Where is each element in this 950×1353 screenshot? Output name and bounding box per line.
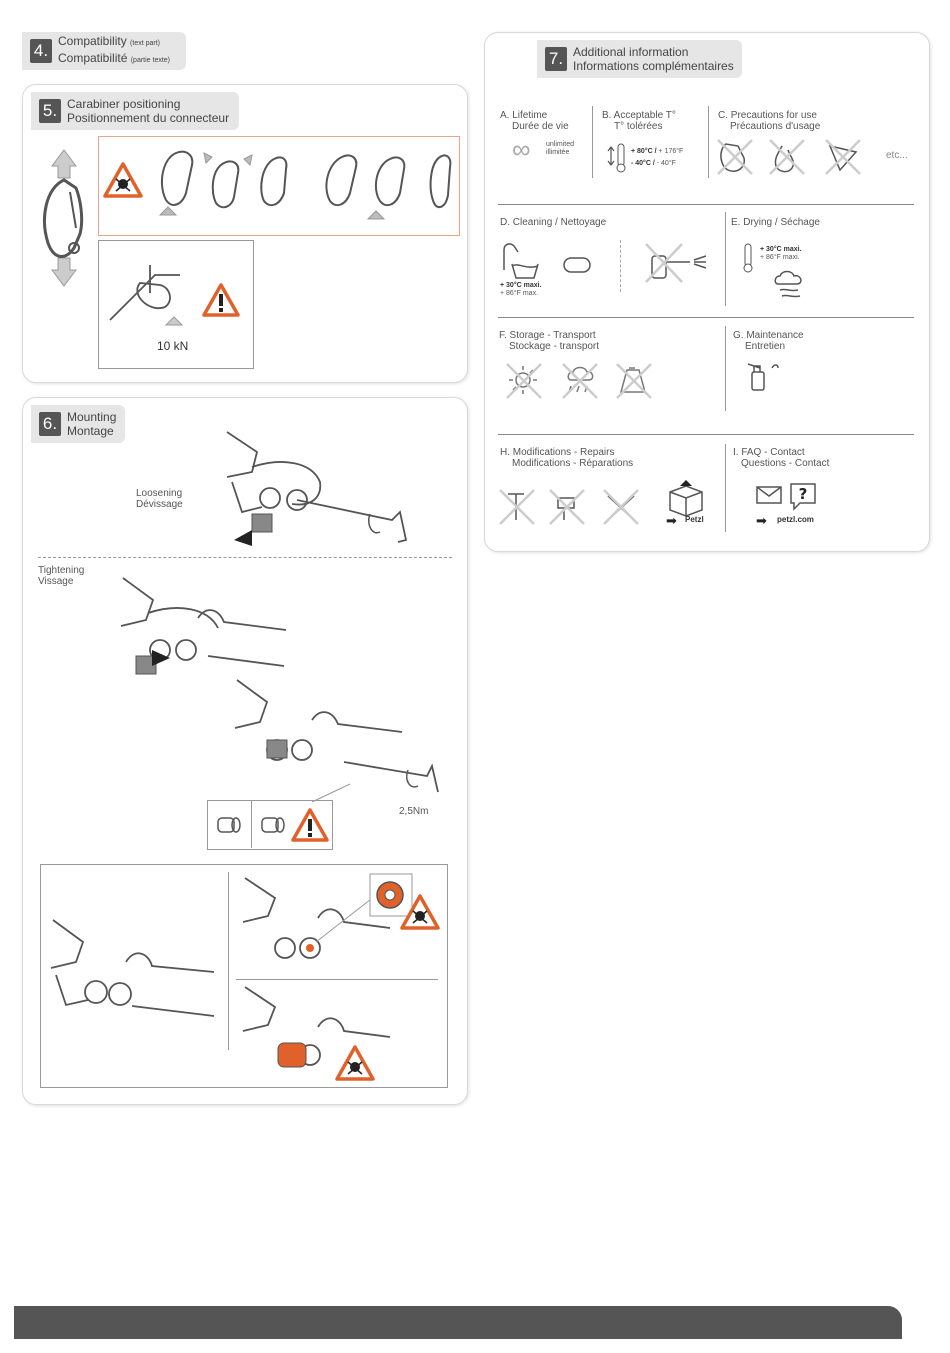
section-4-header: 4. Compatibility (text part) Compatibilité (partie texte) [22,32,186,70]
section-7-title-en: Additional information [573,45,689,59]
carabiner-rod-illustration [110,255,190,330]
loosening-label: Loosening Dévissage [136,488,183,510]
svg-text:?: ? [798,485,808,503]
etc-label: etc... [886,150,908,161]
nut-warning-icon [291,808,329,842]
tightening-hand-illustration [118,578,288,683]
section-6-title-en: Mounting [67,410,117,424]
footer-bar [14,1306,902,1339]
section-5-header [31,92,239,130]
drying-temp: + 30°C maxi. + 86°F maxi. [760,246,802,261]
cleaning-label: D. Cleaning / Nettoyage [500,217,607,228]
lubricant-spray-icon [744,362,784,392]
arrow-icon: ➡ [666,513,677,528]
faq-label: I. FAQ - Contact Questions - Contact [733,447,830,469]
section-6-header [31,405,125,443]
section-7-title-fr: Informations complémentaires [573,59,734,73]
precautions-label: C. Precautions for use Précautions d'usage [718,110,821,132]
section-6-title-fr: Montage [67,424,114,438]
section-7-header [537,40,742,78]
no-modifications-icons [498,488,658,528]
carabiner-position-illustrations [146,145,456,225]
section-5-number: 5. [39,99,61,123]
tightening-wrench-illustration [232,680,442,790]
section-5-title-en: Carabiner positioning [67,97,181,111]
website-link[interactable]: petzl.com [777,515,814,524]
storage-icons [505,362,665,402]
question-icon[interactable] [790,483,816,511]
precaution-icons [716,138,876,178]
danger-skull-icon [103,162,143,198]
force-label: 10 kN [157,339,189,353]
envelope-icon[interactable] [756,486,782,504]
warning-icon [202,283,240,317]
torque-label: 2,5Nm [399,806,429,817]
nut-detail-illustration [212,810,292,840]
lifetime-label: A. Lifetime Durée de vie [500,110,569,132]
thermometer-icon [608,142,628,174]
loosening-illustration [222,432,412,552]
temp-range-values: + 80°C / + 176°F - 40°C / - 40°F [631,148,684,167]
drying-thermometer-icon [742,242,754,274]
dashed-divider [38,557,452,558]
section-6-number: 6. [39,412,61,436]
tightening-label: Tightening Vissage [38,565,85,587]
section-4-title-en: Compatibility [58,34,127,48]
storage-label: F. Storage - Transport Stockage - transport [499,330,600,352]
correct-assembly-illustration [48,920,218,1040]
air-dry-icon [772,270,812,300]
no-pressure-washer-icon [642,242,712,286]
return-box-icon [666,478,706,518]
petzl-brand-label: Petzl [685,515,704,524]
cleaning-temp: + 30°C maxi. + 86°F max. [500,282,542,297]
acceptable-temp-label: B. Acceptable T° T° tolérées [602,110,676,132]
section-7-number: 7. [545,47,567,71]
section-4-number: 4. [30,39,52,63]
infinity-icon: ∞ [512,134,531,164]
modifications-label: H. Modifications - Repairs Modifications - Réparations [500,447,634,469]
danger-skull-icon [335,1045,375,1081]
carabiner-orientation-illustration [36,148,96,288]
arrow-icon: ➡ [756,513,767,528]
drying-label: E. Drying / Séchage [731,217,820,228]
danger-skull-icon [400,894,440,930]
maintenance-label: G. Maintenance Entretien [733,330,804,352]
section-4-title-fr: Compatibilité [58,51,128,65]
unlimited-label: unlimited illimitée [546,141,575,156]
section-5-title-fr: Positionnement du connecteur [67,111,230,125]
